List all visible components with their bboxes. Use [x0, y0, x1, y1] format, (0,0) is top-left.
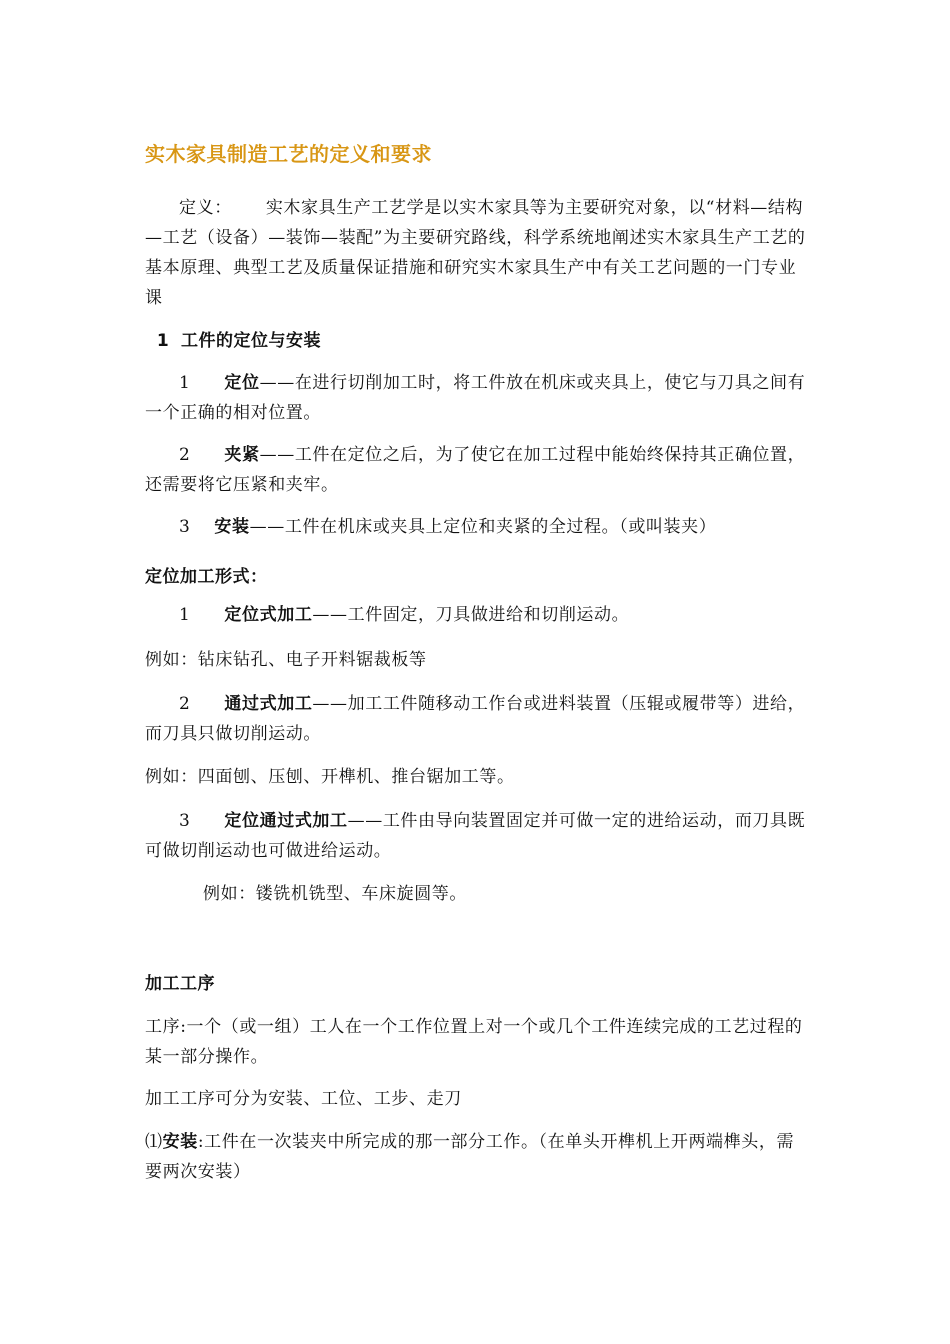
item-number: 1: [179, 373, 191, 393]
example-line: 例如：四面刨、压刨、开榫机、推台锯加工等。: [145, 767, 515, 787]
install-term: 安装: [162, 1132, 198, 1152]
item-term: 安装: [214, 517, 250, 537]
install-paragraph: [145, 1127, 810, 1187]
form-term: 通过式加工: [224, 694, 313, 714]
example-line: 例如：钻床钻孔、电子开料锯裁板等: [145, 650, 427, 670]
list-item: [145, 689, 810, 749]
item-text: ——在进行切削加工时，将工件放在机床或夹具上，使它与刀具之间有一个正确的相对位置。: [145, 373, 806, 423]
form-text: ——工件固定，刀具做进给和切削运动。: [312, 605, 630, 625]
list-item: [145, 368, 810, 428]
list-item: [145, 806, 810, 866]
definition-label: 定义：: [179, 198, 232, 218]
process-types: 加工工序可分为安装、工位、工步、走刀: [145, 1089, 462, 1109]
form-number: 3: [179, 811, 191, 831]
form-text: ——加工工件随移动工作台或进料装置（压辊或履带等）进给，而刀具只做切削运动。: [145, 694, 806, 744]
item-text: ——工件在机床或夹具上定位和夹紧的全过程。（或叫装夹）: [249, 517, 717, 537]
item-text: ——工件在定位之后，为了使它在加工过程中能始终保持其正确位置，还需要将它压紧和夹牢。: [145, 445, 806, 495]
list-item: [145, 512, 810, 542]
section-heading: [145, 326, 321, 351]
list-item: [145, 440, 810, 500]
list-item: [145, 600, 810, 630]
item-term: 定位: [224, 373, 260, 393]
install-marker: ⑴: [145, 1132, 163, 1152]
process-definition: 工序:一个（或一组）工人在一个工作位置上对一个或几个工件连续完成的工艺过程的某一部分操作。: [145, 1017, 803, 1067]
process-heading: 加工工序: [145, 974, 215, 994]
form-term: 定位通过式加工: [224, 811, 348, 831]
form-number: 2: [179, 694, 191, 714]
item-term: 夹紧: [224, 445, 260, 465]
example-line: 例如：镂铣机铣型、车床旋圆等。: [203, 884, 467, 904]
section-title: 工件的定位与安装: [181, 331, 321, 351]
definition-text: 实木家具生产工艺学是以实木家具等为主要研究对象，以“材料—结构—工艺（设备）—装饰—装配”为主要研究路线，科学系统地阐述实木家具生产工艺的基本原理、典型工艺及质量保证措施和研究实木家具生产中有关工艺问题的一门专业课: [145, 198, 806, 308]
form-text: ——工件由导向装置固定并可做一定的进给运动，而刀具既可做切削运动也可做进给运动。: [145, 811, 806, 861]
section-number: 1: [156, 331, 170, 351]
form-number: 1: [179, 605, 191, 625]
page-title: 实木家具制造工艺的定义和要求: [145, 142, 432, 166]
item-number: 2: [179, 445, 191, 465]
install-text: :工件在一次装夹中所完成的那一部分工作。（在单头开榫机上开两端榫头，需要两次安装）: [145, 1132, 795, 1182]
definition-paragraph: [145, 193, 810, 313]
forms-heading: 定位加工形式：: [145, 567, 268, 587]
item-number: 3: [179, 517, 191, 537]
form-term: 定位式加工: [224, 605, 313, 625]
